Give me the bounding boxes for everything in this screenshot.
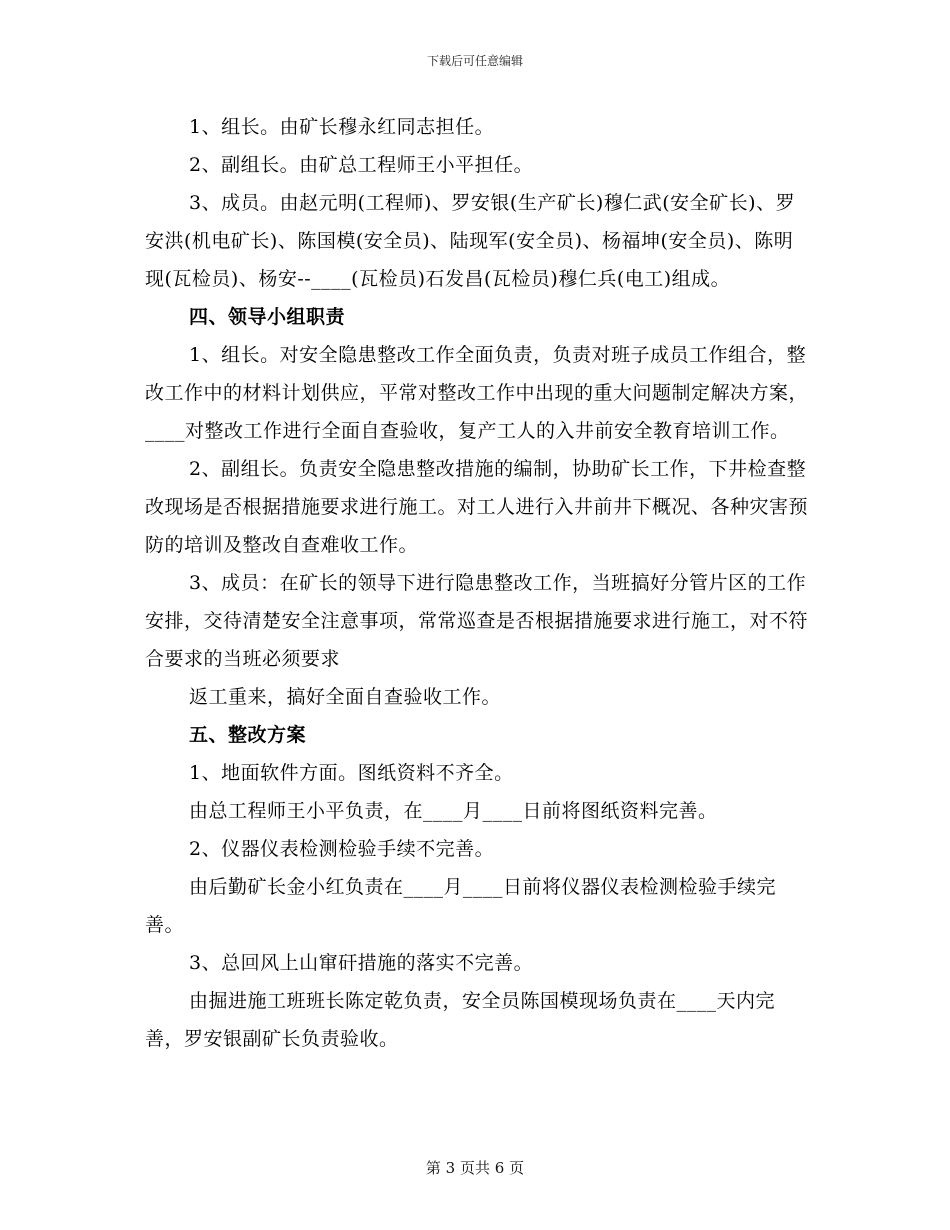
page-number: 第 3 页共 6 页 — [425, 1159, 525, 1177]
paragraph: 2、副组长。负责安全隐患整改措施的编制，协助矿长工作，下井检查整改现场是否根据措施要求进行施工。对工人进行入井前井下概况、各种灾害预防的培训及整改自查难收工作。 — [145, 458, 809, 556]
page-header: 下载后可任意编辑 — [426, 54, 523, 68]
paragraph: 返工重来，搞好全面自查验收工作。 — [189, 686, 502, 708]
paragraph: 1、组长。由矿长穆永红同志担任。 — [189, 116, 495, 138]
paragraph: 3、总回风上山窜矸措施的落实不完善。 — [189, 952, 534, 974]
paragraph: 由总工程师王小平负责，在____月____日前将图纸资料完善。 — [189, 800, 718, 822]
paragraph: 由后勤矿长金小红负责在____月____日前将仪器仪表检测检验手续完善。 — [145, 876, 777, 936]
section-heading: 五、整改方案 — [189, 724, 307, 746]
paragraph: 2、仪器仪表检测检验手续不完善。 — [189, 838, 495, 860]
section-heading: 四、领导小组职责 — [189, 306, 346, 328]
document-body — [145, 108, 809, 1058]
paragraph: 1、地面软件方面。图纸资料不齐全。 — [189, 762, 514, 784]
paragraph: 1、组长。对安全隐患整改工作全面负责，负责对班子成员工作组合，整改工作中的材料计划供应，平常对整改工作中出现的重大问题制定解决方案，____对整改工作进行全面自查验收，复产工人的入井前安全教育培训工作。 — [145, 344, 809, 442]
paragraph: 由掘进施工班班长陈定乾负责，安全员陈国模现场负责在____天内完善，罗安银副矿长负责验收。 — [145, 990, 776, 1050]
paragraph: 2、副组长。由矿总工程师王小平担任。 — [189, 154, 534, 176]
paragraph: 3、成员。由赵元明(工程师)、罗安银(生产矿长)穆仁武(安全矿长)、罗安洪(机电矿长)、陈国模(安全员)、陆现军(安全员)、杨福坤(安全员)、陈明现(瓦检员)、杨安--____(瓦检员)石发昌(瓦检员)穆仁兵(电工)组成。 — [145, 192, 796, 290]
paragraph: 3、成员：在矿长的领导下进行隐患整改工作，当班搞好分管片区的工作安排，交待清楚安全注意事项，常常巡查是否根据措施要求进行施工，对不符合要求的当班必须要求 — [145, 572, 809, 670]
